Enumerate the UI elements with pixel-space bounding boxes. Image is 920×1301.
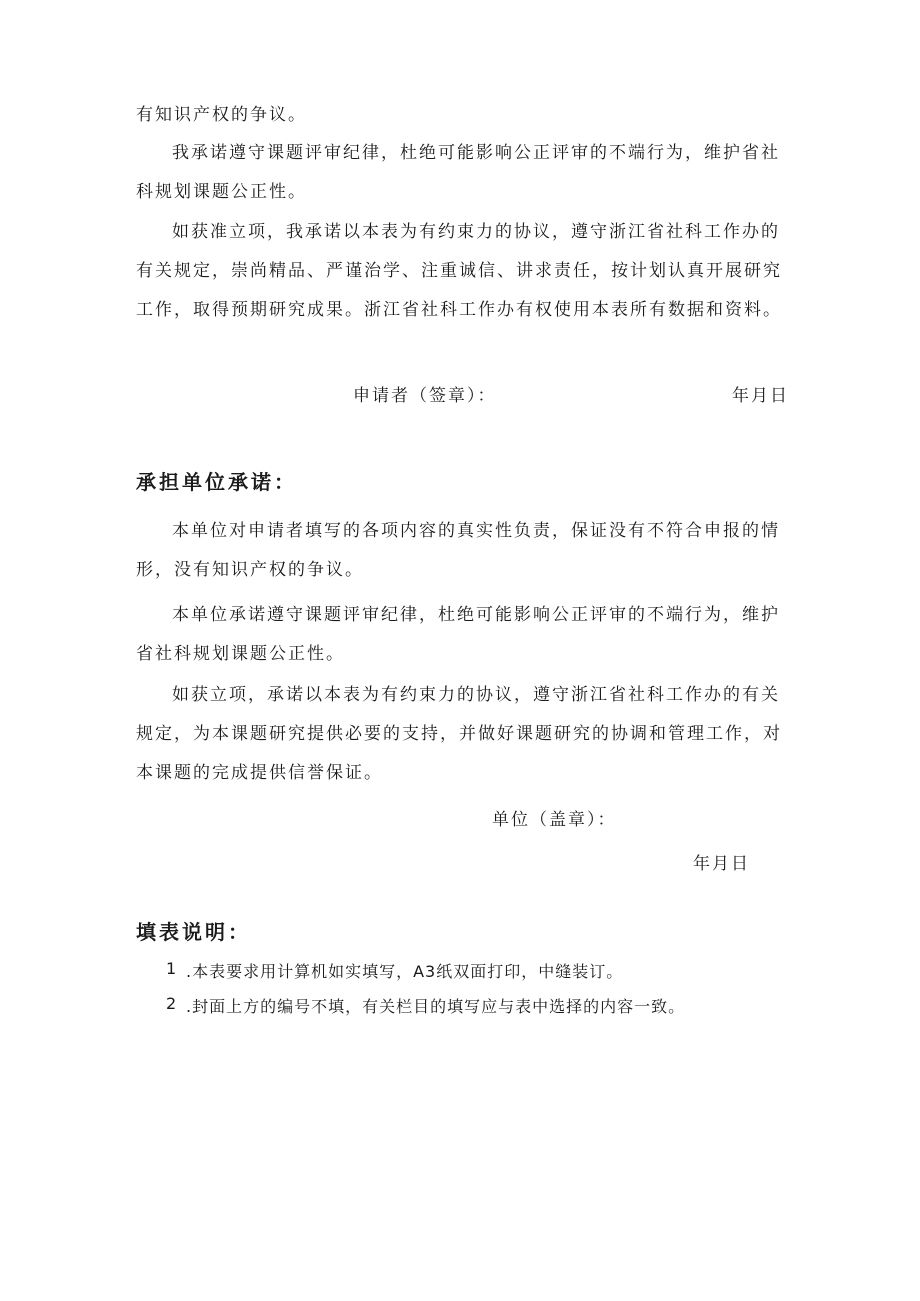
applicant-pledge-agreement: 如获准立项，我承诺以本表为有约束力的协议，遵守浙江省社科工作办的有关规定，崇尚精品、严谨治学、注重诚信、讲求责任，按计划认真开展研究工作，取得预期研究成果。浙江省社科工作办有权使用本表所有数据和资料。 — [136, 222, 782, 320]
unit-date-label: 年月日 — [693, 854, 750, 874]
instructions-heading: 填表说明： — [136, 920, 251, 944]
unit-seal-label: 单位（盖章）： — [492, 810, 617, 830]
unit-pledge-support: 如获立项，承诺以本表为有约束力的协议，遵守浙江省社科工作办的有关规定，为本课题研究提供必要的支持，并做好课题研究的协调和管理工作，对本课题的完成提供信誉保证。 — [136, 685, 782, 783]
unit-pledge-heading: 承担单位承诺： — [136, 470, 297, 494]
unit-pledge-discipline: 本单位承诺遵守课题评审纪律，杜绝可能影响公正评审的不端行为，维护省社科规划课题公正性。 — [136, 605, 780, 664]
applicant-pledge-end: 有知识产权的争议。 — [136, 105, 307, 125]
applicant-date-label: 年月日 — [732, 386, 789, 406]
unit-pledge-truth: 本单位对申请者填写的各项内容的真实性负责，保证没有不符合申报的情形，没有知识产权的争议。 — [136, 521, 780, 580]
instruction-item-2-text: .封面上方的编号不填，有关栏目的填写应与表中选择的内容一致。 — [186, 997, 686, 1016]
instruction-item-1-number: 1 — [166, 959, 178, 978]
applicant-pledge-discipline: 我承诺遵守课题评审纪律，杜绝可能影响公正评审的不端行为，维护省社科规划课题公正性。 — [136, 143, 780, 202]
instruction-item-1-text: .本表要求用计算机如实填写，A3纸双面打印，中缝装订。 — [186, 962, 624, 981]
instruction-item-2-number: 2 — [166, 994, 178, 1013]
applicant-signature-label: 申请者（签章）： — [353, 386, 497, 406]
